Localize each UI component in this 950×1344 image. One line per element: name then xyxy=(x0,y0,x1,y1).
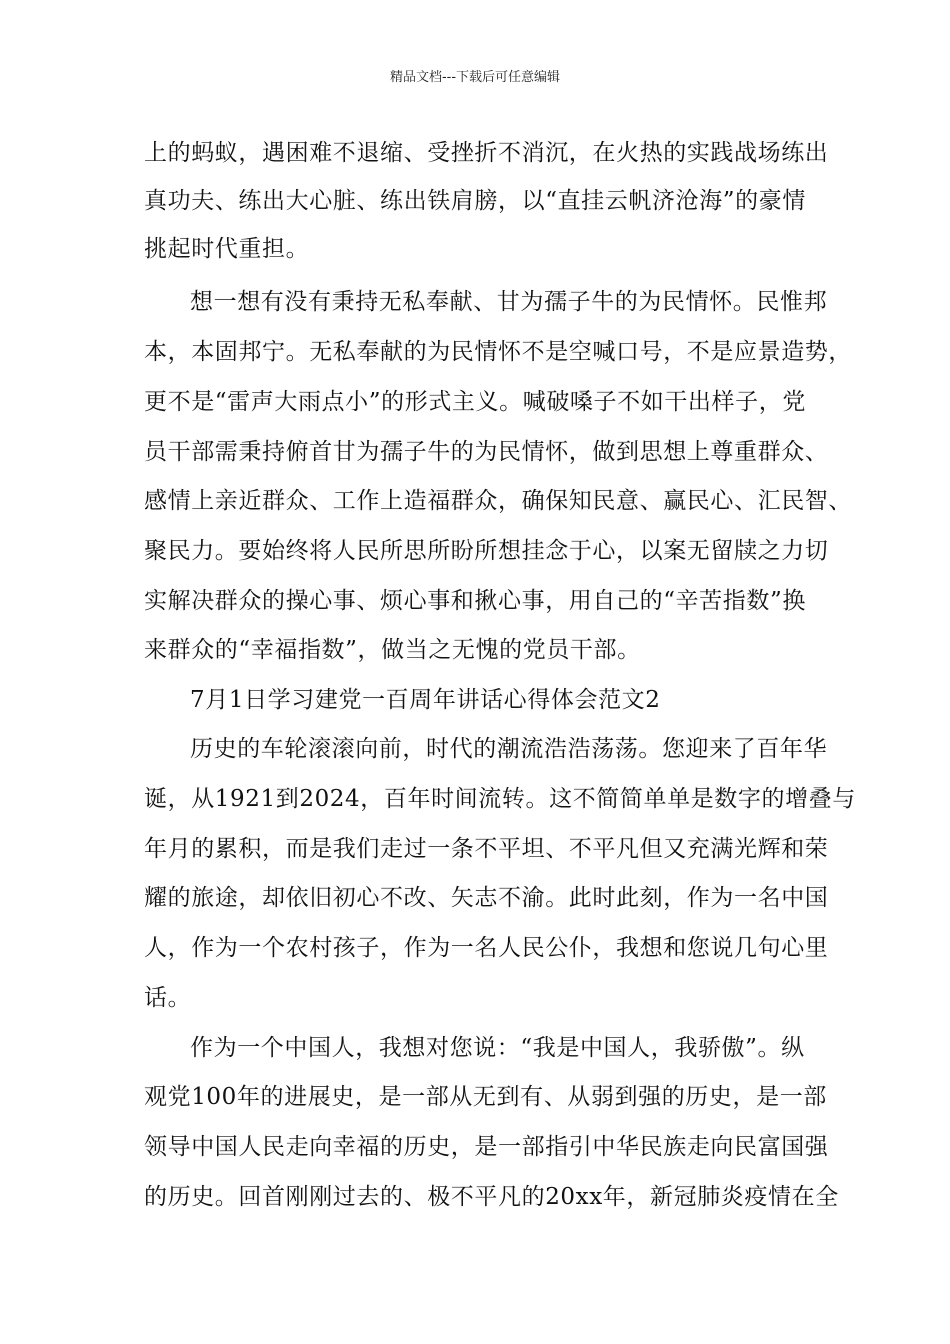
text-line: 员干部需秉持俯首甘为孺子牛的为民情怀，做到思想上尊重群众、 xyxy=(144,439,829,465)
text-line: 本，本固邦宁。无私奉献的为民情怀不是空喊口号，不是应景造势， xyxy=(144,339,852,365)
text-line: 作为一个中国人，我想对您说：“我是中国人，我骄傲”。纵 xyxy=(190,1035,805,1061)
text-line: 耀的旅途，却依旧初心不改、矢志不渝。此时此刻，作为一名中国 xyxy=(144,885,829,911)
text-line: 来群众的“幸福指数”，做当之无愧的党员干部。 xyxy=(144,637,641,663)
text-line: 诞，从1921到2024，百年时间流转。这不简简单单是数字的增叠与 xyxy=(144,786,856,812)
text-line: 的历史。回首刚刚过去的、极不平凡的20xx年，新冠肺炎疫情在全 xyxy=(144,1184,839,1210)
text-line: 想一想有没有秉持无私奉献、甘为孺子牛的为民情怀。民惟邦 xyxy=(190,289,828,315)
text-line: 挑起时代重担。 xyxy=(144,236,310,262)
page-header: 精品文档---下载后可任意编辑 xyxy=(389,70,561,85)
section-heading: 7月1日学习建党一百周年讲话心得体会范文2 xyxy=(190,687,661,713)
text-line: 年月的累积，而是我们走过一条不平坦、不平凡但又充满光辉和荣 xyxy=(144,836,829,862)
text-line: 人，作为一个农村孩子，作为一名人民公仆，我想和您说几句心里 xyxy=(144,935,829,961)
text-line: 聚民力。要始终将人民所思所盼所想挂念于心，以案无留牍之力切 xyxy=(144,538,829,564)
text-line: 真功夫、练出大心脏、练出铁肩膀，以“直挂云帆济沧海”的豪情 xyxy=(144,188,806,214)
text-line: 更不是“雷声大雨点小”的形式主义。喊破嗓子不如干出样子，党 xyxy=(144,389,806,415)
text-line: 观党100年的进展史，是一部从无到有、从弱到强的历史，是一部 xyxy=(144,1084,827,1110)
text-line: 领导中国人民走向幸福的历史，是一部指引中华民族走向民富国强 xyxy=(144,1134,829,1160)
text-line: 话。 xyxy=(144,985,192,1011)
text-line: 感情上亲近群众、工作上造福群众，确保知民意、赢民心、汇民智、 xyxy=(144,488,852,514)
text-line: 上的蚂蚁，遇困难不退缩、受挫折不消沉，在火热的实践战场练出 xyxy=(144,140,829,166)
text-line: 实解决群众的操心事、烦心事和揪心事，用自己的“辛苦指数”换 xyxy=(144,588,806,614)
text-line: 历史的车轮滚滚向前，时代的潮流浩浩荡荡。您迎来了百年华 xyxy=(190,736,828,762)
